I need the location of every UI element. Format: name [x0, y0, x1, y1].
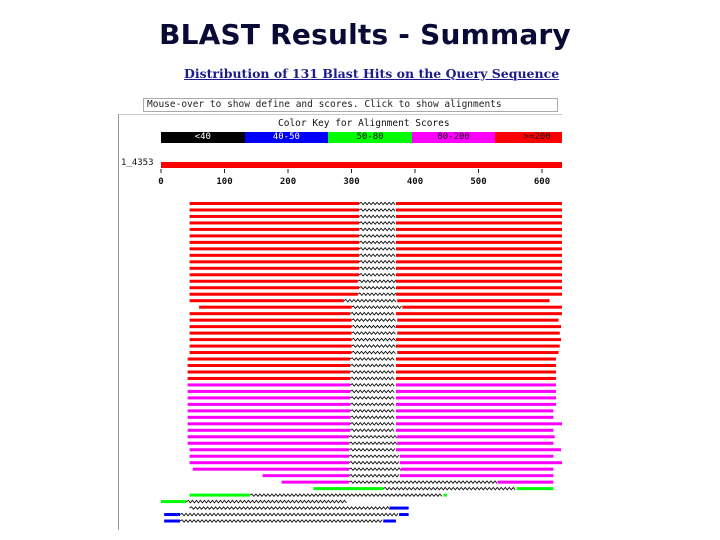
legend-cell: >=200 [495, 132, 562, 143]
hit-gap-line [180, 513, 398, 515]
hit-gap-line [352, 351, 396, 353]
hit-gap-line [180, 520, 382, 522]
axis-tick-label: 200 [279, 177, 297, 187]
hit-segment[interactable] [396, 345, 560, 348]
hit-gap-line [349, 436, 397, 438]
hit-gap-line [349, 474, 399, 476]
hit-row[interactable] [188, 358, 556, 361]
hit-segment[interactable] [188, 403, 351, 406]
hit-segment[interactable] [396, 293, 562, 296]
hit-segment[interactable] [397, 319, 558, 322]
hit-segment[interactable] [190, 208, 360, 211]
hit-segment[interactable] [190, 221, 360, 224]
hit-segment[interactable] [397, 351, 558, 354]
hit-segment[interactable] [401, 468, 553, 471]
hit-segment[interactable] [190, 351, 352, 354]
hit-segment[interactable] [188, 377, 351, 380]
hit-row[interactable] [190, 345, 560, 348]
hit-segment[interactable] [164, 520, 180, 523]
hit-row[interactable] [190, 215, 562, 218]
hit-row[interactable] [190, 267, 562, 270]
hit-segment[interactable] [396, 370, 556, 373]
hit-row[interactable] [188, 364, 556, 367]
hit-segment[interactable] [396, 422, 562, 425]
hit-segment[interactable] [498, 481, 554, 484]
hit-segment[interactable] [396, 241, 562, 244]
hit-segment[interactable] [161, 500, 186, 503]
hit-segment[interactable] [188, 383, 351, 386]
hit-segment[interactable] [396, 234, 562, 237]
hit-row[interactable] [282, 481, 554, 484]
hit-segment[interactable] [390, 507, 409, 510]
hit-row[interactable] [164, 520, 396, 523]
hit-segment[interactable] [396, 221, 562, 224]
hit-segment[interactable] [188, 390, 351, 393]
hit-row[interactable] [190, 208, 562, 211]
hit-segment[interactable] [402, 306, 562, 309]
hit-segment[interactable] [396, 286, 562, 289]
hit-gap-line [359, 241, 395, 243]
hit-segment[interactable] [190, 312, 351, 315]
hit-row[interactable] [190, 254, 562, 257]
hit-segment[interactable] [400, 461, 562, 464]
hit-row[interactable] [190, 461, 562, 464]
hit-segment[interactable] [188, 422, 351, 425]
hit-segment[interactable] [396, 273, 562, 276]
hit-row[interactable] [190, 221, 562, 224]
hit-gap-line [359, 235, 395, 237]
axis-tick-label: 400 [406, 177, 424, 187]
hit-gap-line [350, 423, 394, 425]
hit-gap-line [350, 410, 394, 412]
hit-segment[interactable] [396, 338, 561, 341]
hit-segment[interactable] [396, 429, 553, 432]
hit-segment[interactable] [396, 280, 562, 283]
hit-row[interactable] [190, 293, 562, 296]
hit-segment[interactable] [444, 494, 447, 497]
hit-segment[interactable] [397, 332, 560, 335]
hit-segment[interactable] [190, 241, 360, 244]
hit-row[interactable] [190, 338, 561, 341]
hit-row[interactable] [190, 312, 562, 315]
hit-gap-line [186, 500, 346, 502]
hit-segment[interactable] [188, 358, 351, 361]
hit-gap-line [352, 325, 396, 327]
hit-segment[interactable] [396, 208, 562, 211]
hit-row[interactable] [188, 442, 554, 445]
hit-gap-line [350, 390, 394, 392]
hit-segment[interactable] [188, 416, 351, 419]
hit-segment[interactable] [190, 325, 352, 328]
hit-segment[interactable] [190, 286, 360, 289]
hit-segment[interactable] [190, 254, 360, 257]
hit-gap-line [350, 312, 394, 314]
hit-segment[interactable] [190, 494, 250, 497]
hit-segment[interactable] [396, 247, 562, 250]
hit-row[interactable] [190, 332, 560, 335]
hit-segment[interactable] [396, 215, 562, 218]
hit-gap-line [350, 358, 394, 360]
hit-row[interactable] [164, 513, 408, 516]
hit-segment[interactable] [313, 487, 383, 490]
hit-segment[interactable] [399, 513, 409, 516]
hit-segment[interactable] [199, 306, 351, 309]
hit-row[interactable] [161, 500, 346, 503]
hit-segment[interactable] [263, 474, 349, 477]
hit-segment[interactable] [396, 267, 562, 270]
hit-row[interactable] [188, 403, 556, 406]
hit-segment[interactable] [383, 520, 396, 523]
hit-segment[interactable] [190, 247, 360, 250]
hit-row[interactable] [190, 228, 562, 231]
hit-gap-line [359, 209, 395, 211]
hit-gap-line [350, 364, 394, 366]
hit-segment[interactable] [396, 377, 556, 380]
hit-row[interactable] [188, 383, 556, 386]
hit-segment[interactable] [282, 481, 349, 484]
hit-gap-line [359, 274, 395, 276]
hit-gap-line [359, 248, 395, 250]
hit-segment[interactable] [396, 448, 561, 451]
hit-gap-line [359, 267, 395, 269]
hit-segment[interactable] [188, 409, 351, 412]
hit-segment[interactable] [188, 364, 351, 367]
hit-segment[interactable] [396, 358, 556, 361]
hit-segment[interactable] [193, 468, 349, 471]
hit-segment[interactable] [190, 461, 349, 464]
hit-segment[interactable] [190, 448, 349, 451]
legend-cell: 50-80 [328, 132, 412, 143]
hit-segment[interactable] [396, 364, 556, 367]
hit-gap-line [358, 280, 396, 282]
hit-segment[interactable] [396, 390, 556, 393]
hit-segment[interactable] [188, 370, 351, 373]
hit-segment[interactable] [190, 260, 360, 263]
hit-gap-line [359, 228, 395, 230]
hit-row[interactable] [188, 390, 556, 393]
hit-row[interactable] [188, 416, 554, 419]
hit-segment[interactable] [190, 273, 360, 276]
hit-segment[interactable] [397, 299, 549, 302]
hit-row[interactable] [188, 377, 556, 380]
hit-gap-line [359, 254, 395, 256]
axis-tick-label: 300 [343, 177, 360, 187]
axis-tick-label: 0 [158, 177, 164, 187]
hit-gap-line [352, 345, 396, 347]
hit-gap-line [344, 300, 396, 302]
hit-gap-line [383, 487, 515, 489]
hit-segment[interactable] [396, 409, 553, 412]
hit-segment[interactable] [188, 435, 349, 438]
hit-gap-line [352, 306, 402, 308]
hit-row[interactable] [188, 422, 562, 425]
hit-segment[interactable] [397, 442, 553, 445]
blast-graphic-panel [118, 96, 562, 530]
hit-segment[interactable] [190, 338, 352, 341]
hit-gap-line [349, 462, 399, 464]
hit-row[interactable] [188, 435, 555, 438]
hit-row[interactable] [190, 507, 409, 510]
axis-tick-label: 500 [470, 177, 487, 187]
hit-segment[interactable] [396, 383, 556, 386]
hit-segment[interactable] [190, 455, 349, 458]
hit-gap-line [250, 494, 442, 496]
hit-row[interactable] [193, 468, 554, 471]
hit-row[interactable] [190, 202, 562, 205]
hit-gap-line [359, 215, 395, 217]
hit-row[interactable] [188, 429, 554, 432]
hit-segment[interactable] [396, 396, 556, 399]
hit-row[interactable] [190, 325, 561, 328]
hit-row[interactable] [188, 409, 554, 412]
hit-row[interactable] [190, 351, 559, 354]
hit-segment[interactable] [188, 429, 351, 432]
hit-segment[interactable] [396, 403, 556, 406]
hit-gap-line [352, 332, 396, 334]
hit-segment[interactable] [190, 319, 352, 322]
hit-gap-line [358, 293, 396, 295]
hit-segment[interactable] [396, 202, 562, 205]
hit-segment[interactable] [190, 215, 360, 218]
hit-gap-line [350, 397, 394, 399]
hit-row[interactable] [190, 273, 562, 276]
hit-gap-line [349, 449, 395, 451]
hit-row[interactable] [190, 247, 562, 250]
hit-segment[interactable] [190, 267, 360, 270]
legend-cell: 40-50 [245, 132, 329, 143]
hit-row[interactable] [188, 370, 556, 373]
hit-gap-line [352, 319, 396, 321]
hit-row[interactable] [190, 319, 559, 322]
hit-segment[interactable] [400, 455, 554, 458]
hit-segment[interactable] [400, 474, 554, 477]
hit-segment[interactable] [190, 345, 352, 348]
hit-gap-line [350, 429, 394, 431]
mouseover-info-field[interactable]: Mouse-over to show define and scores. Click to show alignments [143, 98, 558, 112]
hit-segment[interactable] [190, 299, 344, 302]
hit-segment[interactable] [396, 254, 562, 257]
hit-gap-line [359, 287, 395, 289]
hit-segment[interactable] [190, 202, 360, 205]
hit-row[interactable] [190, 241, 562, 244]
hit-gap-line [349, 442, 397, 444]
hit-row[interactable] [190, 260, 562, 263]
hit-segment[interactable] [190, 280, 358, 283]
hit-row[interactable] [190, 455, 554, 458]
hit-segment[interactable] [190, 332, 352, 335]
legend-cell: 80-200 [412, 132, 496, 143]
hit-row[interactable] [188, 396, 556, 399]
hit-gap-line [349, 481, 497, 483]
hit-row[interactable] [190, 448, 561, 451]
slide-title: BLAST Results - Summary [159, 18, 571, 51]
hit-segment[interactable] [397, 435, 554, 438]
hit-gap-line [350, 384, 394, 386]
hit-segment[interactable] [190, 228, 360, 231]
hit-gap-line [350, 403, 394, 405]
hit-segment[interactable] [396, 325, 561, 328]
hit-gap-line [352, 338, 396, 340]
hit-gap-line [190, 507, 390, 509]
hit-segment[interactable] [188, 442, 349, 445]
hit-alignment-area[interactable] [118, 96, 562, 530]
legend-cell: <40 [161, 132, 245, 143]
hit-segment[interactable] [190, 293, 358, 296]
hit-gap-line [359, 222, 395, 224]
hit-segment[interactable] [396, 260, 562, 263]
hit-gap-line [350, 377, 394, 379]
hit-gap-line [359, 261, 395, 263]
hit-row[interactable] [190, 280, 562, 283]
hit-segment[interactable] [396, 312, 562, 315]
hit-segment[interactable] [164, 513, 180, 516]
hit-gap-line [359, 202, 395, 204]
hit-gap-line [349, 468, 401, 470]
hit-row[interactable] [190, 494, 447, 497]
color-key-title: Color Key for Alignment Scores [278, 118, 450, 129]
hit-segment[interactable] [190, 234, 360, 237]
hit-segment[interactable] [517, 487, 554, 490]
hit-segment[interactable] [396, 228, 562, 231]
hit-row[interactable] [190, 299, 550, 302]
axis-tick-label: 100 [216, 177, 233, 187]
query-label: 1_4353 [121, 158, 154, 168]
axis-tick-label: 600 [533, 177, 551, 187]
hit-row[interactable] [190, 286, 562, 289]
hit-segment[interactable] [396, 416, 553, 419]
hit-segment[interactable] [188, 396, 351, 399]
hit-gap-line [350, 371, 394, 373]
hit-row[interactable] [263, 474, 554, 477]
hit-gap-line [350, 416, 394, 418]
hit-row[interactable] [313, 487, 553, 490]
distribution-header[interactable]: Distribution of 131 Blast Hits on the Query Sequence [184, 66, 560, 81]
hit-row[interactable] [190, 234, 562, 237]
hit-gap-line [349, 455, 399, 457]
hit-row[interactable] [199, 306, 562, 309]
